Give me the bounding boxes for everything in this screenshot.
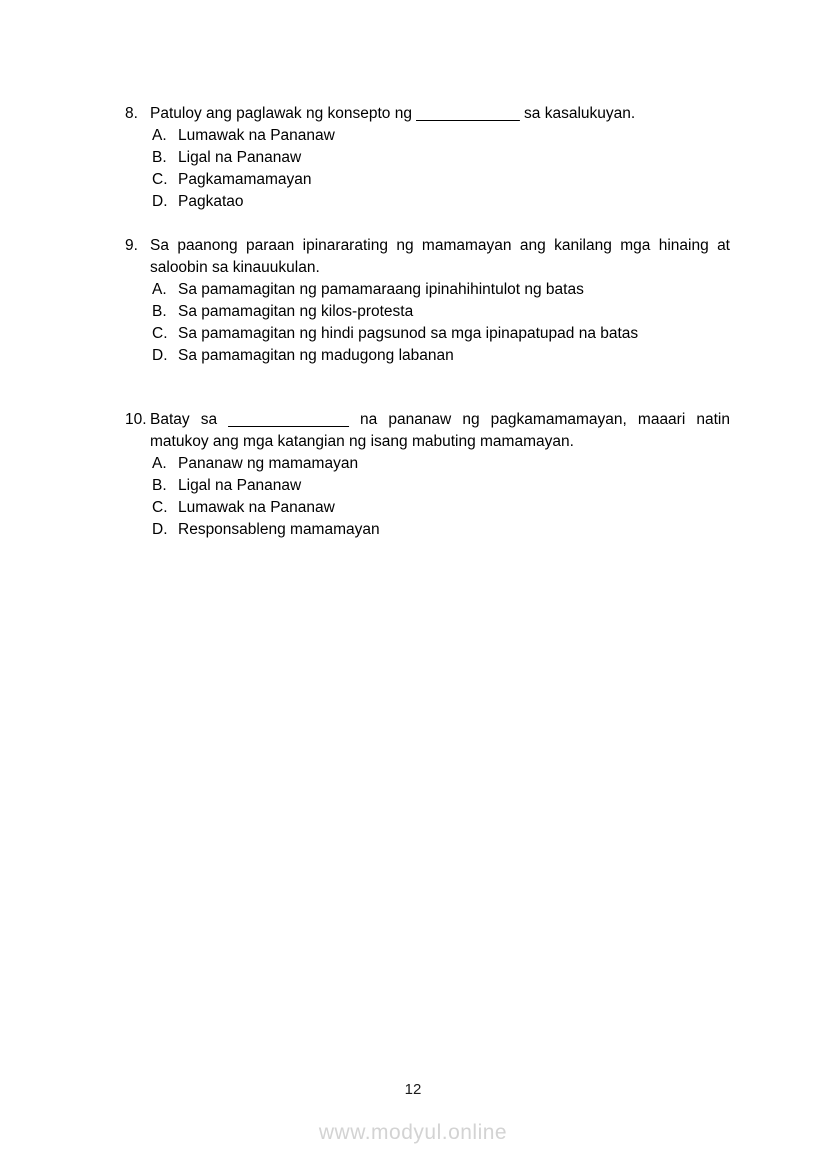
question-number: 9.: [125, 237, 138, 254]
option-text: Responsableng mamamayan: [178, 521, 380, 538]
option-letter: D.: [152, 347, 168, 364]
option-text: Lumawak na Pananaw: [178, 127, 335, 144]
option-row: [152, 519, 730, 541]
page-number: 12: [404, 1081, 422, 1098]
option-text: Ligal na Pananaw: [178, 149, 302, 166]
option-row: [152, 191, 730, 213]
option-letter: C.: [152, 499, 168, 516]
options-list: [125, 125, 730, 213]
option-letter: C.: [152, 325, 168, 342]
option-row: [152, 475, 730, 497]
question-row: [125, 103, 730, 125]
quiz-content: [125, 103, 730, 541]
watermark: www.modyul.online: [318, 1121, 508, 1144]
question-10: [125, 409, 730, 541]
option-row: [152, 169, 730, 191]
option-row: [152, 497, 730, 519]
option-text: Lumawak na Pananaw: [178, 499, 335, 516]
option-row: [152, 323, 730, 345]
question-text: Patuloy ang paglawak ng konsepto ng ____________ sa kasalukuyan.: [150, 105, 636, 122]
question-row: [125, 235, 730, 279]
option-text: Pagkamamamayan: [178, 171, 312, 188]
option-text: Pananaw ng mamamayan: [178, 455, 359, 472]
option-row: [152, 279, 730, 301]
option-text: Sa pamamagitan ng pamamaraang ipinahihintulot ng batas: [178, 281, 584, 298]
option-letter: A.: [152, 455, 167, 472]
option-letter: B.: [152, 149, 167, 166]
option-row: [152, 147, 730, 169]
options-list: [125, 453, 730, 541]
option-letter: B.: [152, 303, 167, 320]
options-list: [125, 279, 730, 367]
option-text: Pagkatao: [178, 193, 244, 210]
question-number: 10.: [125, 411, 147, 428]
option-row: [152, 125, 730, 147]
option-text: Ligal na Pananaw: [178, 477, 302, 494]
option-row: [152, 301, 730, 323]
option-letter: D.: [152, 521, 168, 538]
question-row: [125, 409, 730, 453]
question-8: [125, 103, 730, 213]
option-letter: A.: [152, 281, 167, 298]
question-text: Sa paanong paraan ipinararating ng mamamayan ang kanilang mga hinaing at saloobin sa kinauukulan.: [150, 237, 730, 276]
option-text: Sa pamamagitan ng kilos-protesta: [178, 303, 414, 320]
option-letter: D.: [152, 193, 168, 210]
option-text: Sa pamamagitan ng hindi pagsunod sa mga ipinapatupad na batas: [178, 325, 639, 342]
option-row: [152, 453, 730, 475]
option-row: [152, 345, 730, 367]
question-number: 8.: [125, 105, 138, 122]
question-text: Batay sa ______________ na pananaw ng pagkamamamayan, maaari natin matukoy ang mga katangian ng isang mabuting mamamayan.: [150, 411, 730, 450]
option-letter: C.: [152, 171, 168, 188]
option-text: Sa pamamagitan ng madugong labanan: [178, 347, 454, 364]
option-letter: A.: [152, 127, 167, 144]
question-9: [125, 235, 730, 367]
option-letter: B.: [152, 477, 167, 494]
